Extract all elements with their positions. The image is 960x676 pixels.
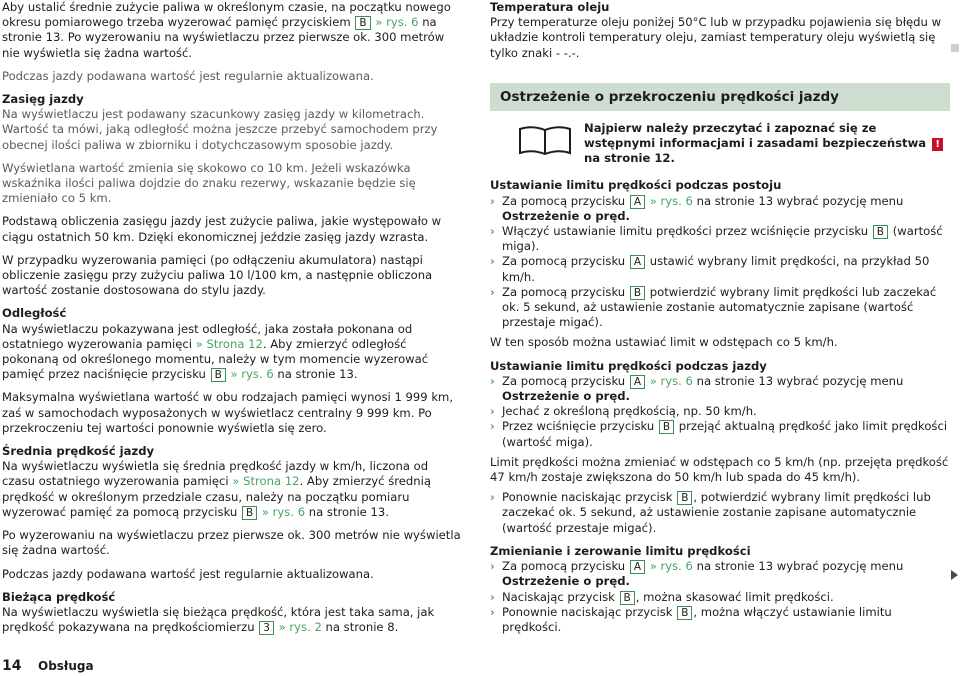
page-number: 14 [2,658,22,674]
warning-icon: ! [932,138,943,151]
right-column [490,0,950,635]
page-footer [2,658,94,674]
step-1: › Za pomocą przycisku A » rys. 6 na stronie 13 wybrać pozycję menu Ostrzeżenie o pręd. [490,373,904,404]
step-arrow-icon: › [490,589,495,604]
paragraph-update-note: Podczas jazdy podawana wartość jest regularnie aktualizowana. [2,68,374,83]
paragraph-range-3: Podstawą obliczenia zasięgu jazdy jest zużycie paliwa, jakie występowało w ciągu ostatnich 50 km. Dzięki ekonomicznej jeździe zasięg jazdy wzrasta. [2,214,442,244]
step-arrow-icon: › [490,559,495,574]
paragraph-avg-consumption-reset: Aby ustalić średnie zużycie paliwa w określonym czasie, na początku nowego okresu pomiarowego trzeba wyzerować pamięć przyciskiem B » rys. 6 na stronie 13. Po wyzerowaniu na wyświetlaczu przez pierwsze ok. 300 metrów nie wyświetla się żadna wartość. [2,0,451,60]
paragraph-distance-2: Maksymalna wyświetlana wartość w obu rodzajach pamięci wynosi 1 999 km, zaś w samochodach wyposażonych w wyświetlacz centralny 9 999 km. Po przekroczeniu tej wartości ponownie wyświetla się zero. [2,390,454,435]
step-arrow-icon: › [490,254,495,269]
section-header-speed-warning: Ostrzeżenie o przekroczeniu prędkości jazdy [490,83,950,111]
button-b-key: B [659,420,674,434]
heading-range: Zasięg jazdy [2,92,84,107]
figure-link[interactable]: » rys. 2 [278,620,322,635]
button-a-key: A [630,375,645,389]
paragraph-avg-speed-1: Na wyświetlaczu wyświetla się średnia prędkość jazdy w km/h, liczona od czasu ostatniego wyzerowania pamięci » Strona 12. Aby zmierzyć średnią prędkość w określonym przedziale czasu, należy na początku pomiaru wyzerować pamięć za pomocą przycisku B » rys. 6 na stronie 13. [2,459,431,519]
button-a-key: A [630,195,645,209]
step-2: › Włączyć ustawianie limitu prędkości przez wciśnięcie przycisku B (wartość miga). [490,224,943,254]
heading-limit-driving: Ustawianie limitu prędkości podczas jazdy [490,358,767,373]
button-a-key: A [630,560,645,574]
step-arrow-icon: › [490,224,495,239]
step-arrow-icon: › [490,373,495,388]
figure-link[interactable]: » rys. 6 [649,373,693,388]
button-b-key: B [620,591,635,605]
step-confirm: › Ponownie naciskając przycisk B , potwierdzić wybrany limit prędkości lub zaczekać ok. 5 sekund, aż ustawienie zostanie zapisane automatycznie (wartość przestaje migać). [490,490,931,535]
margin-marker [951,44,959,52]
book-icon [518,125,572,155]
paragraph-range-2: Wyświetlana wartość zmienia się skokowo co 10 km. Jeżeli wskazówka wskaźnika ilości paliwa dojdzie do znaku rezerwy, wskazanie będzie się zmieniało co 5 km. [2,160,416,206]
step-1: › Za pomocą przycisku A » rys. 6 na stronie 13 wybrać pozycję menu Ostrzeżenie o pręd. [490,559,904,589]
step-3: › Ponownie naciskając przycisk B , można włączyć ustawianie limitu prędkości. [490,604,892,634]
paragraph-increment: W ten sposób można ustawiać limit w odstępach co 5 km/h. [490,335,838,350]
left-column [2,0,462,635]
step-1: › Za pomocą przycisku A » rys. 6 na stronie 13 wybrać pozycję menu Ostrzeżenie o pręd. [490,193,904,223]
figure-link[interactable]: » rys. 6 [261,504,306,519]
step-4: › Za pomocą przycisku B potwierdzić wybrany limit prędkości lub zaczekać ok. 5 sekund, aż ustawienie zostanie automatycznie zapisane (wartość przestaje migać). [490,284,937,330]
heading-current-speed: Bieżąca prędkość [2,589,116,604]
page-link[interactable]: » Strona 12 [195,336,263,351]
heading-avg-speed: Średnia prędkość jazdy [2,444,155,459]
paragraph-range-1: Na wyświetlaczu jest podawany szacunkowy zasięg jazdy w kilometrach. Wartość ta mówi, jaką odległość można jeszcze przebyć samochodem przy obecnej ilości paliwa w zbiorniku i dotychczasowym sposobie jazdy. [2,107,438,152]
figure-link[interactable]: » rys. 6 [649,193,693,208]
step-arrow-icon: › [490,404,495,419]
paragraph-distance-1: Na wyświetlaczu pokazywana jest odległość, jaka została pokonana od ostatniego wyzerowania pamięci » Strona 12. Aby zmierzyć odległość pokonaną od określonego momentu, należy w tym momencie wyzerować pamięć przez naciśnięcie przycisku B » rys. 6 na stronie 13. [2,321,429,382]
heading-oil-temp: Temperatura oleju [490,0,610,14]
paragraph-avg-speed-3: Podczas jazdy podawana wartość jest regularnie aktualizowana. [2,566,374,581]
footer-section-title: Obsługa [38,659,94,673]
button-b-key: B [873,225,888,239]
button-b-key: B [355,16,370,30]
step-arrow-icon: › [490,604,495,619]
button-b-key: B [677,491,692,505]
paragraph-oil-temp: Przy temperaturze oleju poniżej 50°C lub w przypadku pojawienia się błędu w układzie kontroli temperatury oleju, zamiast temperatury oleju wyświetlą się tylko znaki - -.-. [490,15,942,60]
step-3: › Za pomocą przycisku A ustawić wybrany limit prędkości, na przykład 50 km/h. [490,254,930,284]
paragraph-current-speed: Na wyświetlaczu wyświetla się bieżąca prędkość, która jest taka sama, jak prędkość pokazywana na prędkościomierzu 3 » rys. 2 na stronie 8. [2,604,435,635]
step-2: › Naciskając przycisk B , można skasować limit prędkości. [490,589,834,604]
figure-link[interactable]: » rys. 6 [649,559,693,574]
heading-limit-standstill: Ustawianie limitu prędkości podczas postoju [490,178,782,193]
button-b-key: B [242,506,257,520]
button-b-key: B [211,368,226,382]
step-arrow-icon: › [490,284,495,299]
step-arrow-icon: › [490,419,495,434]
button-b-key: B [677,606,692,620]
heading-distance: Odległość [2,306,67,321]
step-arrow-icon: › [490,490,495,505]
safety-note: Najpierw należy przeczytać i zapoznać się ze wstępnymi informacjami i zasadami bezpieczeństwa ! na stronie 12. [490,121,950,167]
step-2: › Jechać z określoną prędkością, np. 50 km/h. [490,404,757,419]
paragraph-range-4: W przypadku wyzerowania pamięci (po odłączeniu akumulatora) nastąpi obliczenie zasięgu przy zużyciu paliwa 10 l/100 km, a następnie obliczona wartość zostanie dostosowana do stylu jazdy. [2,252,433,298]
button-b-key: B [630,286,645,300]
figure-link[interactable]: » rys. 6 [230,367,274,382]
heading-limit-reset: Zmienianie i zerowanie limitu prędkości [490,543,751,558]
figure-link[interactable]: » rys. 6 [375,15,419,30]
button-a-key: A [630,255,645,269]
continue-arrow-icon [951,570,958,580]
step-arrow-icon: › [490,193,495,208]
page-link[interactable]: » Strona 12 [232,474,300,489]
speedometer-key: 3 [259,621,274,635]
step-3: › Przez wciśnięcie przycisku B przejąć aktualną prędkość jako limit prędkości (wartość miga). [490,419,948,449]
paragraph-avg-speed-2: Po wyzerowaniu na wyświetlaczu przez pierwsze ok. 300 metrów nie wyświetla się żadna wartość. [2,528,461,558]
paragraph-limit-change: Limit prędkości można zmieniać w odstępach co 5 km/h (np. przejęta prędkość 47 km/h zostaje zwiększona do 50 km/h lub spada do 45 km/h). [490,454,949,485]
